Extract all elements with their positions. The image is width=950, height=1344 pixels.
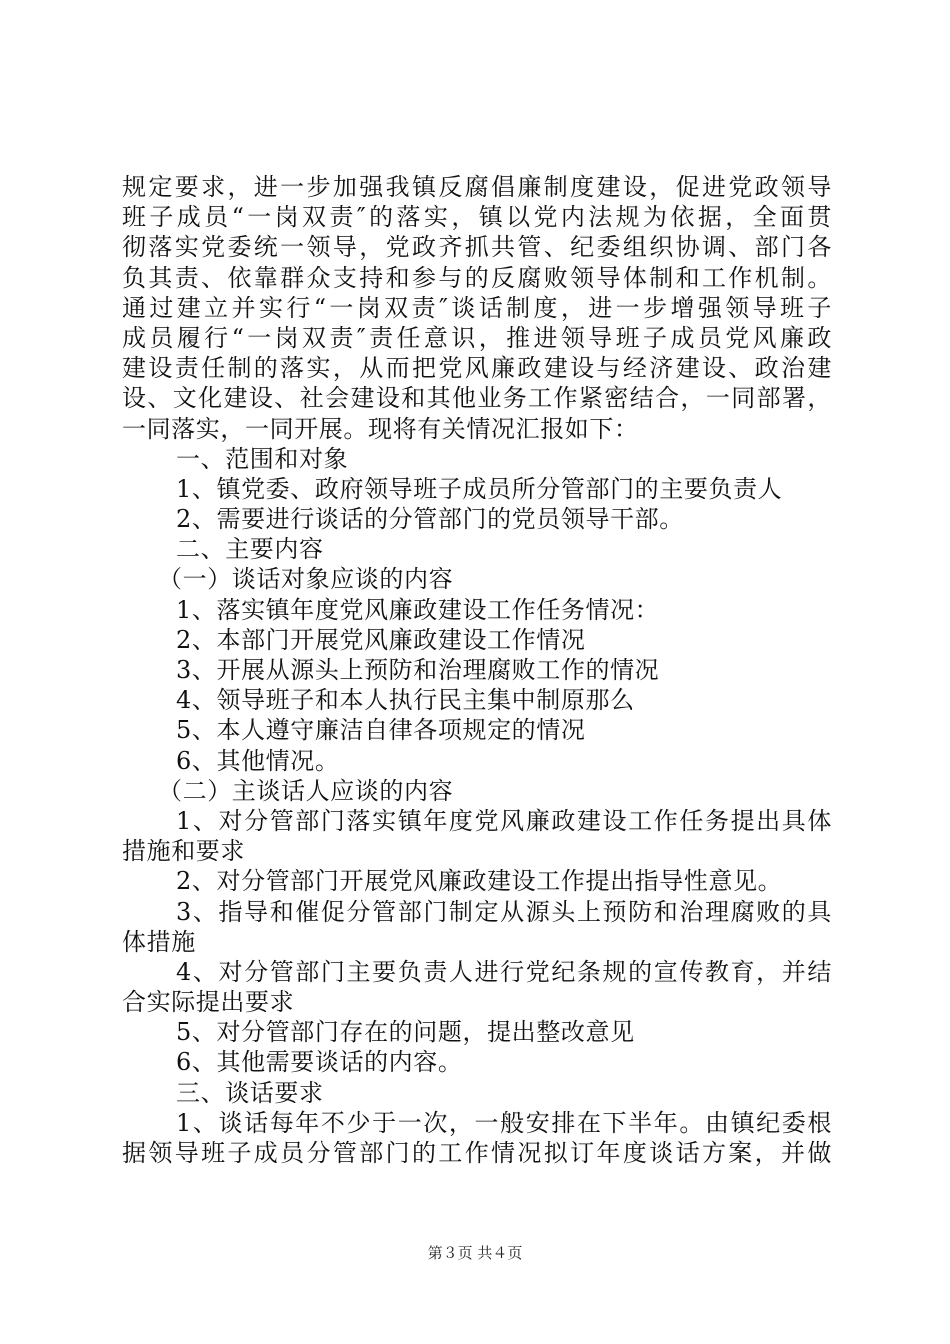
subsection-heading-speaker: （二）主谈话人应谈的内容 <box>158 776 454 805</box>
list-item: 2、对分管部门开展党风廉政建设工作提出指导性意见。 <box>176 867 783 896</box>
paragraph-line: 设、文化建设、社会建设和其他业务工作紧密结合，一同部署， <box>122 384 832 413</box>
paragraph-line: 建设责任制的落实，从而把党风廉政建设与经济建设、政治建 <box>122 354 832 383</box>
paragraph-line: 彻落实党委统一领导，党政齐抓共管、纪委组织协调、部门各 <box>122 233 832 262</box>
paragraph-line: 规定要求，进一步加强我镇反腐倡廉制度建设，促进党政领导 <box>122 173 832 201</box>
list-item: 1、镇党委、政府领导班子成员所分管部门的主要负责人 <box>176 474 783 503</box>
list-item: 5、对分管部门存在的问题，提出整改意见 <box>176 1018 635 1047</box>
paragraph-line: 负其责、依靠群众支持和参与的反腐败领导体制和工作机制。 <box>122 263 832 292</box>
document-body <box>122 172 832 1168</box>
paragraph-line: 成员履行“一岗双责″责任意识，推进领导班子成员党风廉政 <box>122 323 832 352</box>
list-item: 6、其他情况。 <box>176 746 340 775</box>
list-item-continuation: 体措施 <box>122 927 196 956</box>
subsection-heading-subject: （一）谈话对象应谈的内容 <box>158 565 454 594</box>
list-item-continuation: 措施和要求 <box>122 837 245 866</box>
list-item: 5、本人遵守廉洁自律各项规定的情况 <box>176 716 586 745</box>
section-heading-requirements: 三、谈话要求 <box>176 1078 324 1107</box>
paragraph-line: 通过建立并实行“一岗双责″谈话制度，进一步增强领导班子 <box>122 293 832 322</box>
list-item: 3、开展从源头上预防和治理腐败工作的情况 <box>176 656 660 684</box>
section-heading-scope: 一、范围和对象 <box>176 444 349 473</box>
list-item: 1、谈话每年不少于一次，一般安排在下半年。由镇纪委根 <box>176 1108 832 1137</box>
list-item: 4、对分管部门主要负责人进行党纪条规的宣传教育，并结 <box>176 957 832 986</box>
list-item: 2、需要进行谈话的分管部门的党员领导干部。 <box>176 505 684 534</box>
list-item: 3、指导和催促分管部门制定从源头上预防和治理腐败的具 <box>176 897 832 926</box>
list-item: 4、领导班子和本人执行民主集中制原那么 <box>176 686 635 715</box>
list-item-continuation: 合实际提出要求 <box>122 988 295 1017</box>
list-item-continuation: 据领导班子成员分管部门的工作情况拟订年度谈话方案，并做 <box>122 1139 832 1167</box>
paragraph-line: 班子成员“一岗双责″的落实，镇以党内法规为依据，全面贯 <box>122 203 832 232</box>
section-heading-content: 二、主要内容 <box>176 535 324 564</box>
list-item: 2、本部门开展党风廉政建设工作情况 <box>176 625 586 654</box>
list-item: 6、其他需要谈话的内容。 <box>176 1048 463 1077</box>
page-number-footer: 第３页 共４页 <box>427 1244 523 1262</box>
list-item: 1、对分管部门落实镇年度党风廉政建设工作任务提出具体 <box>176 806 832 835</box>
paragraph-line: 一同落实，一同开展。现将有关情况汇报如下： <box>122 414 639 443</box>
list-item: 1、落实镇年度党风廉政建设工作任务情况： <box>176 595 660 624</box>
